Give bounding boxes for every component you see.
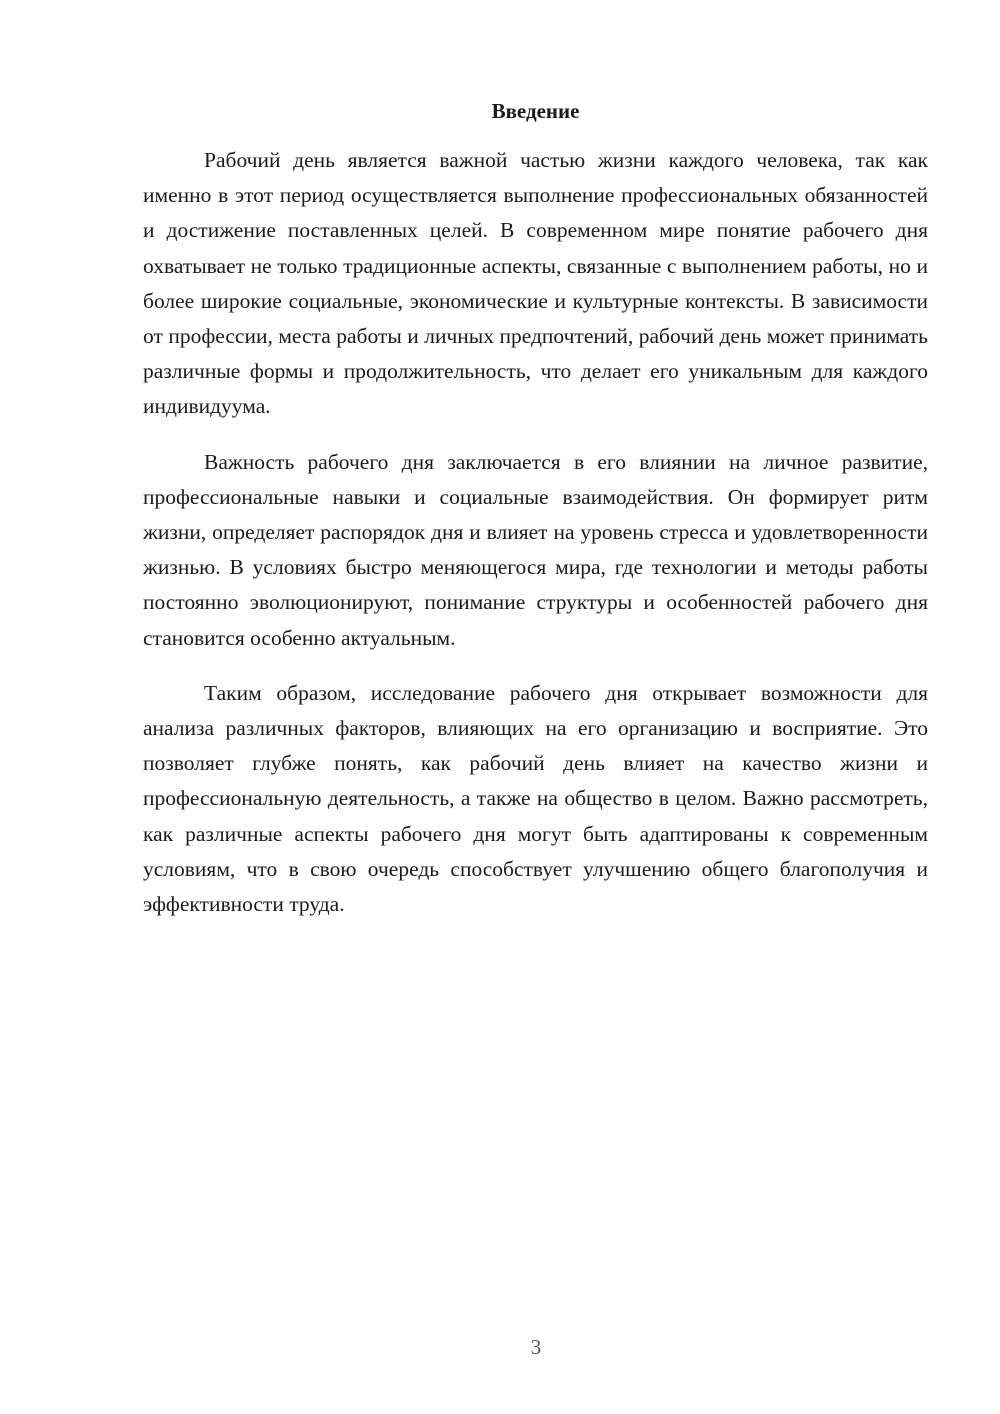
- body-text: [143, 143, 928, 942]
- page-number: 3: [530, 1335, 542, 1359]
- paragraph-1: Рабочий день является важной частью жизни каждого человека, так как именно в этот период осуществляется выполнение профессиональных обязанностей и достижение поставленных целей. В современном мире понятие рабочего дня охватывает не только традиционные аспекты, связанные с выполнением работы, но и более широкие социальные, экономические и культурные контексты. В зависимости от профессии, места работы и личных предпочтений, рабочий день может принимать различные формы и продолжительность, что делает его уникальным для каждого индивидуума.: [143, 148, 928, 419]
- paragraph-3: Таким образом, исследование рабочего дня открывает возможности для анализа различных факторов, влияющих на его организацию и восприятие. Это позволяет глубже понять, как рабочий день влияет на качество жизни и профессиональную деятельность, а также на общество в целом. Важно рассмотреть, как различные аспекты рабочего дня могут быть адаптированы к современным условиям, что в свою очередь способствует улучшению общего благополучия и эффективности труда.: [143, 680, 928, 917]
- paragraph-2: Важность рабочего дня заключается в его влиянии на личное развитие, профессиональные навыки и социальные взаимодействия. Он формирует ритм жизни, определяет распорядок дня и влияет на уровень стресса и удовлетворенности жизнью. В условиях быстро меняющегося мира, где технологии и методы работы постоянно эволюционируют, понимание структуры и особенностей рабочего дня становится особенно актуальным.: [143, 449, 928, 650]
- section-heading: Введение: [491, 99, 580, 123]
